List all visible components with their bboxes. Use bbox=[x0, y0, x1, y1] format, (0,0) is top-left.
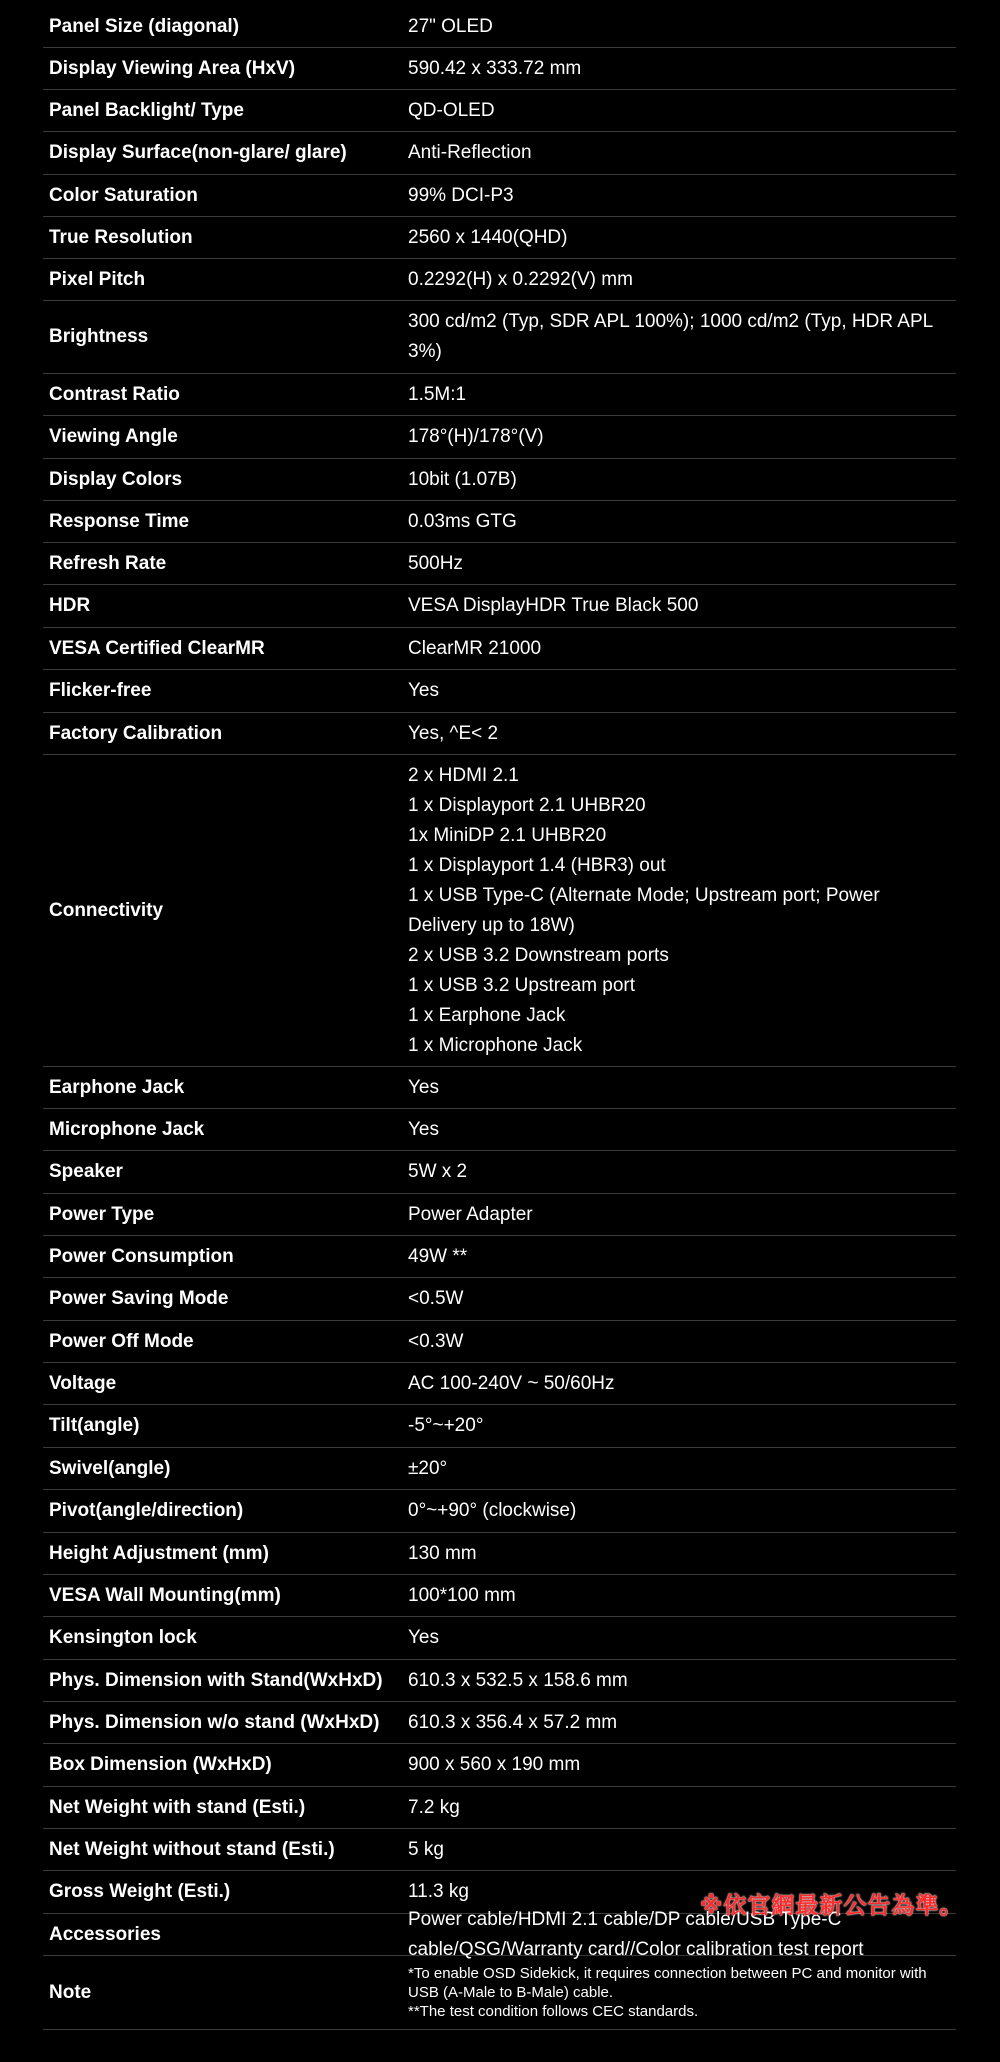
spec-row bbox=[43, 1490, 956, 1533]
spec-value-line: 1 x Microphone Jack bbox=[408, 1034, 583, 1056]
spec-value: Anti-Reflection bbox=[408, 142, 532, 163]
spec-row bbox=[43, 1236, 956, 1278]
spec-label: Power Type bbox=[49, 1203, 155, 1225]
spec-label: VESA Certified ClearMR bbox=[49, 637, 265, 659]
spec-label: Power Off Mode bbox=[49, 1330, 194, 1352]
spec-value: 300 cd/m2 (Typ, SDR APL 100%); 1000 cd/m2 (Typ, HDR APL 3%) bbox=[408, 311, 933, 362]
spec-row bbox=[43, 1617, 956, 1660]
spec-label: Panel Size (diagonal) bbox=[49, 15, 240, 37]
spec-value: 590.42 x 333.72 mm bbox=[408, 57, 582, 79]
spec-label: Pixel Pitch bbox=[49, 268, 146, 290]
spec-label: Phys. Dimension w/o stand (WxHxD) bbox=[49, 1711, 380, 1733]
spec-value: 130 mm bbox=[408, 1542, 477, 1564]
spec-label: Tilt(angle) bbox=[49, 1415, 140, 1436]
official-notice-stamp: ※依官網最新公告為準。 bbox=[700, 1892, 964, 1918]
spec-label: Kensington lock bbox=[49, 1627, 197, 1648]
spec-value: 0.03ms GTG bbox=[408, 510, 517, 532]
spec-value: AC 100-240V ~ 50/60Hz bbox=[408, 1372, 615, 1394]
spec-label: Note bbox=[49, 1981, 92, 2003]
spec-value: <0.5W bbox=[408, 1288, 464, 1309]
spec-value: 10bit (1.07B) bbox=[408, 468, 517, 490]
spec-value: 1.5M:1 bbox=[408, 383, 467, 405]
spec-label: Display Viewing Area (HxV) bbox=[49, 57, 296, 79]
spec-value: 178°(H)/178°(V) bbox=[408, 426, 544, 447]
spec-label: Power Consumption bbox=[49, 1245, 234, 1267]
spec-value: 2560 x 1440(QHD) bbox=[408, 226, 568, 248]
spec-label: Response Time bbox=[49, 510, 190, 532]
spec-row bbox=[43, 1908, 956, 1960]
spec-label: Accessories bbox=[49, 1923, 161, 1945]
spec-row bbox=[43, 543, 956, 585]
spec-value: 5W x 2 bbox=[408, 1161, 468, 1182]
spec-value: 100*100 mm bbox=[408, 1584, 516, 1606]
spec-label: Gross Weight (Esti.) bbox=[49, 1881, 231, 1902]
spec-row bbox=[43, 1533, 956, 1575]
spec-label: Connectivity bbox=[49, 899, 164, 921]
spec-label: Swivel(angle) bbox=[49, 1457, 171, 1479]
spec-label: True Resolution bbox=[49, 226, 193, 248]
spec-label: Brightness bbox=[49, 326, 149, 347]
spec-value-line: 2 x HDMI 2.1 bbox=[408, 764, 519, 786]
spec-value bbox=[408, 761, 956, 1061]
spec-label: Viewing Angle bbox=[49, 426, 178, 447]
spec-row bbox=[43, 6, 956, 48]
spec-row bbox=[43, 1787, 956, 1829]
spec-value: Yes bbox=[408, 1118, 439, 1140]
spec-label: Factory Calibration bbox=[49, 722, 223, 744]
spec-row bbox=[43, 1448, 956, 1490]
spec-label: Height Adjustment (mm) bbox=[49, 1542, 269, 1564]
spec-label: Color Saturation bbox=[49, 184, 198, 206]
spec-row bbox=[43, 1109, 956, 1151]
spec-row bbox=[43, 48, 956, 90]
spec-value: 500Hz bbox=[408, 552, 463, 574]
spec-value: Yes bbox=[408, 680, 439, 701]
spec-label: Earphone Jack bbox=[49, 1076, 185, 1098]
spec-label: Power Saving Mode bbox=[49, 1288, 229, 1309]
spec-label: Net Weight without stand (Esti.) bbox=[49, 1838, 335, 1860]
spec-value: Yes bbox=[408, 1076, 439, 1098]
spec-value bbox=[408, 1964, 956, 2021]
spec-value: ClearMR 21000 bbox=[408, 637, 542, 659]
spec-value-line: 2 x USB 3.2 Downstream ports bbox=[408, 944, 669, 966]
spec-value: 0°~+90° (clockwise) bbox=[408, 1500, 577, 1521]
spec-label: Display Colors bbox=[49, 468, 183, 490]
spec-value-line: 1 x USB Type-C (Alternate Mode; Upstream port; Power Delivery up to 18W) bbox=[408, 884, 880, 936]
spec-row bbox=[43, 459, 956, 501]
spec-value: 5 kg bbox=[408, 1838, 444, 1860]
spec-row bbox=[43, 374, 956, 416]
spec-row bbox=[43, 585, 956, 628]
spec-label: Refresh Rate bbox=[49, 552, 167, 574]
spec-value: Yes, ^E< 2 bbox=[408, 722, 499, 744]
spec-row bbox=[43, 217, 956, 259]
spec-label: VESA Wall Mounting(mm) bbox=[49, 1584, 281, 1606]
spec-table bbox=[43, 6, 956, 2030]
spec-value: -5°~+20° bbox=[408, 1415, 484, 1436]
spec-row bbox=[43, 416, 956, 459]
spec-row bbox=[43, 1829, 956, 1871]
spec-row bbox=[43, 1956, 956, 2030]
spec-row bbox=[43, 1194, 956, 1236]
spec-row bbox=[43, 1278, 956, 1321]
spec-value: 0.2292(H) x 0.2292(V) mm bbox=[408, 268, 633, 290]
spec-label: Voltage bbox=[49, 1372, 117, 1394]
spec-value: Power cable/HDMI 2.1 cable/DP cable/USB Type-C cable/QSG/Warranty card//Color calibration test report bbox=[408, 1908, 864, 1960]
spec-value: 27" OLED bbox=[408, 15, 493, 37]
spec-label: Phys. Dimension with Stand(WxHxD) bbox=[49, 1669, 383, 1691]
spec-value: Yes bbox=[408, 1627, 439, 1648]
spec-label: Microphone Jack bbox=[49, 1118, 205, 1140]
spec-label: Flicker-free bbox=[49, 680, 152, 701]
spec-row bbox=[43, 259, 956, 301]
spec-value: 610.3 x 532.5 x 158.6 mm bbox=[408, 1669, 628, 1691]
spec-row bbox=[43, 1151, 956, 1194]
spec-value: 11.3 kg bbox=[408, 1881, 469, 1902]
spec-label: Display Surface(non-glare/ glare) bbox=[49, 142, 347, 163]
spec-value: 610.3 x 356.4 x 57.2 mm bbox=[408, 1711, 618, 1733]
spec-value: 99% DCI-P3 bbox=[408, 184, 514, 206]
spec-value: 49W ** bbox=[408, 1245, 468, 1267]
spec-value: VESA DisplayHDR True Black 500 bbox=[408, 595, 699, 616]
spec-value: 900 x 560 x 190 mm bbox=[408, 1754, 581, 1775]
spec-row bbox=[43, 1744, 956, 1787]
spec-label: Pivot(angle/direction) bbox=[49, 1500, 244, 1521]
spec-label: Box Dimension (WxHxD) bbox=[49, 1754, 272, 1775]
spec-row bbox=[43, 501, 956, 543]
spec-label: Speaker bbox=[49, 1161, 123, 1182]
spec-row bbox=[43, 1702, 956, 1744]
spec-value: Power Adapter bbox=[408, 1203, 533, 1225]
spec-row bbox=[43, 1067, 956, 1109]
spec-row bbox=[43, 670, 956, 713]
spec-value-line: 1x MiniDP 2.1 UHBR20 bbox=[408, 824, 607, 846]
spec-value: ±20° bbox=[408, 1457, 448, 1479]
spec-row bbox=[43, 628, 956, 670]
spec-row bbox=[43, 90, 956, 132]
spec-value: <0.3W bbox=[408, 1330, 464, 1352]
note-line: **The test condition follows CEC standards. bbox=[408, 2003, 699, 2020]
spec-row bbox=[43, 1575, 956, 1617]
spec-value-line: 1 x Displayport 1.4 (HBR3) out bbox=[408, 854, 666, 876]
spec-label: Contrast Ratio bbox=[49, 383, 180, 405]
spec-label: Net Weight with stand (Esti.) bbox=[49, 1796, 306, 1818]
spec-row bbox=[43, 1660, 956, 1702]
spec-label: HDR bbox=[49, 595, 91, 616]
spec-row bbox=[43, 1405, 956, 1448]
spec-value: 7.2 kg bbox=[408, 1796, 460, 1818]
spec-row bbox=[43, 175, 956, 217]
note-line: *To enable OSD Sidekick, it requires connection between PC and monitor with USB (A-Male to B-Male) cable. bbox=[408, 1965, 927, 2001]
spec-row bbox=[43, 132, 956, 175]
spec-value: QD-OLED bbox=[408, 99, 495, 121]
spec-value-line: 1 x Earphone Jack bbox=[408, 1004, 566, 1026]
spec-value-line: 1 x USB 3.2 Upstream port bbox=[408, 974, 636, 996]
spec-row bbox=[43, 301, 956, 374]
spec-row bbox=[43, 1363, 956, 1405]
spec-row bbox=[43, 713, 956, 755]
spec-value-line: 1 x Displayport 2.1 UHBR20 bbox=[408, 794, 646, 816]
spec-label: Panel Backlight/ Type bbox=[49, 99, 244, 121]
spec-row bbox=[43, 1321, 956, 1363]
spec-row bbox=[43, 755, 956, 1067]
